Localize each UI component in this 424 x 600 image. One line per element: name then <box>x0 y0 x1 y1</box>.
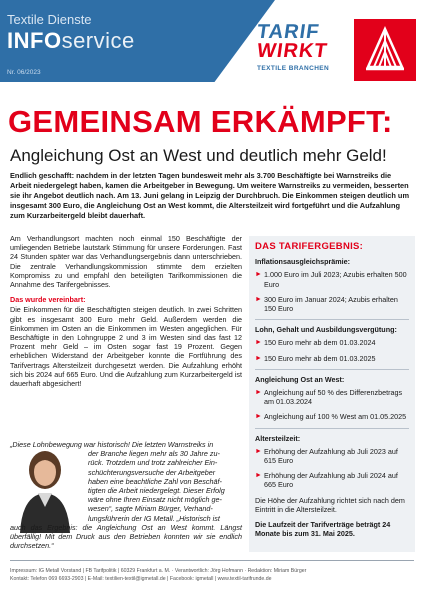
quote-line: tigten die Arbeit niedergelegt. Dieser Erfolg <box>88 486 225 496</box>
box-list-item <box>255 447 409 465</box>
box-divider <box>255 428 409 429</box>
quote-line: schüchterungsversuche der Arbeitgeber <box>88 467 216 477</box>
quote-block <box>10 440 242 550</box>
box-item-text: Erhöhung der Aufzahlung ab Juli 2024 auf 665 Euro <box>264 471 398 490</box>
footer-imprint <box>10 568 414 583</box>
ig-metall-logo <box>354 19 416 81</box>
box-divider <box>255 319 409 320</box>
box-divider <box>255 369 409 370</box>
arrow-right-icon: ► <box>255 271 262 279</box>
tarif-wirkt-logo <box>255 21 337 81</box>
left-column <box>10 234 242 394</box>
tarif-logo-word2: WIRKT <box>255 40 330 62</box>
box-section-heading: Altersteilzeit: <box>255 433 301 443</box>
box-item-text: Erhöhung der Aufzahlung ab Juli 2023 auf 615 Euro <box>264 446 398 466</box>
box-item-text: Angleichung auf 100 % West am 01.05.2025 <box>264 412 407 422</box>
page-subtitle: Angleichung Ost an West und deutlich mehr Geld! <box>10 146 387 165</box>
arrow-right-icon: ► <box>255 354 262 362</box>
box-item-text: 150 Euro mehr ab dem 01.03.2024 <box>264 338 376 348</box>
box-section-heading: Inflationsausgleichsprämie: <box>255 257 351 267</box>
box-section-heading: Angleichung Ost an West: <box>255 374 345 384</box>
box-item-text: Angleichung auf 50 % des Differenzbetrags am 01.03.2024 <box>264 388 403 407</box>
agreed-heading: Das wurde vereinbart: <box>10 295 86 305</box>
intro-paragraph: Am Verhandlungsort machten noch einmal 150 Beschäftigte der umliegenden Betriebe lautstark Stimmung für unsere Forderungen. Fast 24 Stunden später war das Verhandlungsergebnis dann unterschrieben. Die zentrale Verhandlungskommission stimmte dem erzielten Kompromiss zu und empfahl den beteiligten Tarifkommissionen die Annahme des Tarifergebnisses. <box>10 234 242 290</box>
box-item-text: 1.000 Euro im Juli 2023; Azubis erhalten 500 Euro <box>264 270 407 289</box>
footer-line: Impressum: IG Metall Vorstand | FB Tarifpolitik | 60329 Frankfurt a. M. · Verantwortlich: Jörg Hofmann · Redaktion: Miriam Bürger <box>10 568 307 574</box>
masthead-brand <box>7 28 135 54</box>
footer-divider <box>10 560 414 561</box>
box-list-item <box>255 412 409 421</box>
quote-tail: auch das Ergebnis: die Angleichung Ost an West kommt. Längst überfällig! Mit dem Druck aus den Betrieben konnten wir sie endlich durchsetzen.“ <box>10 522 242 551</box>
quote-line: lungsführerin der IG Metall. „Historisch ist <box>88 513 220 523</box>
box-list-item <box>255 354 409 363</box>
box-list-item <box>255 338 409 347</box>
arrow-right-icon: ► <box>255 413 262 421</box>
result-box <box>249 236 415 552</box>
tarif-logo-word1: TARIF <box>255 21 322 43</box>
quote-line: wäre ohne Ihren Einsatz nicht möglich ge- <box>88 495 222 505</box>
box-list-item <box>255 270 409 288</box>
lead-paragraph: Endlich geschafft: nachdem in der letzten Tagen bundesweit mehr als 3.700 Beschäftigte bei Warnstreiks die Arbeit niedergelegt haben, kamen die Arbeitgeber in Bewegung. Um weitere Warnstreiks zu vermeiden, besserten sie ihr Angebot deutlich nach. Am 13. Juni gelang in Leipzig der Durchbruch. Die Einkommen steigen deutlich um insgesamt 300 Euro, die Angleichung Ost an West kommt, die Altersteilzeit wird fortgeführt und die Aufzahlung zum Kurzarbeitergeld bleibt dauerhaft. <box>10 171 410 220</box>
box-list-item <box>255 471 409 489</box>
arrow-right-icon: ► <box>255 447 262 455</box>
footer-line: Kontakt: Telefon 069 6693-2903 | E-Mail: textilien-textil@igmetall.de | Facebook: igmetall | www.textil-tarifrunde.de <box>10 575 272 582</box>
quote-line: rück. Trotzdem und trotz zahlreicher Ein- <box>88 458 218 468</box>
arrow-right-icon: ► <box>255 339 262 347</box>
issue-number: Nr. 06/2023 <box>7 69 41 76</box>
quote-line: wesen“, sagte Miriam Bürger, Verhand- <box>88 504 213 514</box>
brand-bold: INFO <box>7 28 62 53</box>
box-note: Die Höhe der Aufzahlung richtet sich nach dem Eintritt in die Altersteilzeit. <box>255 495 405 514</box>
arrow-right-icon: ► <box>255 472 262 480</box>
arrow-right-icon: ► <box>255 295 262 303</box>
agreed-paragraph: Die Einkommen für die Beschäftigten steigen deutlich. In zwei Schritten gibt es insgesamt 300 Euro mehr Geld. Außerdem werden die Einkommen im Osten an die Einkommen im Westen angeglichen. Für Beschäftigte in den Lohngruppe 2 und 3 im Westen sind das fast 12 Prozent mehr Geld – im Osten sogar fast 19 Prozent. Gegen erheblichen Widerstand der Arbeitgeber konnte die Fortführung des Tarifvertrags Altersteilzeit durchgesetzt werden. Die Aufzahlung erhöht sich bis 2024 auf 665 Euro. Und die Aufzahlung zum Kurzarbeitergeld ist dauerhaft abgesichert! <box>10 305 242 389</box>
box-section-heading: Lohn, Gehalt und Ausbildungsvergütung: <box>255 325 397 335</box>
tarif-logo-tagline: TEXTILE BRANCHEN <box>257 65 330 72</box>
box-term: Die Laufzeit der Tarifverträge beträgt 24 Monate bis zum 31. Mai 2025. <box>255 520 391 539</box>
masthead <box>0 0 424 100</box>
box-list-item <box>255 388 409 406</box>
box-title: DAS TARIFERGEBNIS: <box>255 241 364 252</box>
ig-metall-logo-icon <box>354 19 416 81</box>
box-list-item <box>255 295 409 313</box>
page-title: GEMEINSAM ERKÄMPFT: <box>8 104 393 139</box>
quote-line: „Diese Lohnbewegung war historisch! Die letzten Warnstreiks in <box>10 440 214 449</box>
masthead-kicker: Textile Dienste <box>7 12 92 27</box>
box-item-text: 150 Euro mehr ab dem 01.03.2025 <box>264 353 376 363</box>
quote-line: der Branche liegen mehr als 30 Jahre zu- <box>88 449 220 459</box>
arrow-right-icon: ► <box>255 389 262 397</box>
quote-line: haben eine beachtliche Zahl von Beschäf- <box>88 476 222 486</box>
brand-rest: service <box>61 28 135 53</box>
box-item-text: 300 Euro im Januar 2024; Azubis erhalten 150 Euro <box>264 294 398 314</box>
